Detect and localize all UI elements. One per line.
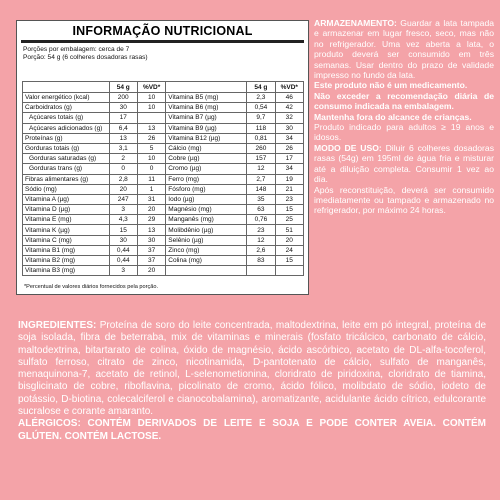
nutrient-dv: 5 [137,143,165,153]
nutrient-name: Açúcares adicionados (g) [23,123,110,133]
table-row [23,103,304,113]
nutrient-dv: 10 [137,103,165,113]
table-row [23,123,304,133]
nutrient-name: Vitamina B3 (mg) [23,266,110,276]
nutrient-amount: 3,1 [109,143,137,153]
table-row [23,143,304,153]
nutrient-name: Carboidratos (g) [23,103,110,113]
target-age: Produto indicado para adultos ≥ 19 anos e idosos. [314,122,494,143]
nutrient-dv: 30 [137,235,165,245]
nutrient-dv: 10 [137,93,165,103]
table-row [23,194,304,204]
nutrient-dv: 1 [137,184,165,194]
nutrient-amount-2: 23 [247,225,275,235]
nutrient-amount-2: 0,81 [247,133,275,143]
nutrient-name-2: Ferro (mg) [166,174,247,184]
nutrient-amount-2: 2,7 [247,174,275,184]
nutrient-amount: 247 [109,194,137,204]
usage-paragraph [314,143,494,185]
nutrient-name: Fibras alimentares (g) [23,174,110,184]
nutrient-name-2: Cálcio (mg) [166,143,247,153]
storage-text: Guardar a lata tampada e armazenar em lugar fresco, seco, mas não no refrigerador. Uma vez aberta a lata, o produto deverá ser consumido em três semanas. Usar dentro do prazo de validade impresso no fundo da lata. [314,18,494,81]
nutrient-name: Açúcares totais (g) [23,113,110,123]
table-row [23,245,304,255]
nutrient-name-2: Fósforo (mg) [166,184,247,194]
nutrient-dv: 29 [137,215,165,225]
nutrient-amount: 20 [109,184,137,194]
nutrient-dv-2: 51 [275,225,303,235]
nutrient-dv-2: 26 [275,143,303,153]
header-amount-2: 54 g [247,82,275,93]
storage-and-usage [314,18,494,216]
nutrient-amount: 2 [109,154,137,164]
nutrient-dv: 20 [137,205,165,215]
nutrient-amount: 0 [109,164,137,174]
nutrient-amount-2: 35 [247,194,275,204]
nutrient-amount: 6,4 [109,123,137,133]
serving-size: Porção: 54 g (6 colheres dosadoras rasas) [23,53,148,61]
table-row [23,256,304,266]
table-row [23,164,304,174]
table-row [23,225,304,235]
nutrient-amount: 13 [109,133,137,143]
nutrient-amount: 200 [109,93,137,103]
nutrient-dv: 26 [137,133,165,143]
nutrient-dv-2: 34 [275,133,303,143]
table-row [23,235,304,245]
nutrient-name: Vitamina C (mg) [23,235,110,245]
ingredients-section [18,320,486,443]
nutrient-amount: 2,8 [109,174,137,184]
nutrient-amount-2: 12 [247,235,275,245]
nutrient-amount: 17 [109,113,137,123]
nutrient-name-2: Vitamina B9 (µg) [166,123,247,133]
table-row [23,154,304,164]
table-row [23,205,304,215]
nutrient-amount-2: 148 [247,184,275,194]
nutrient-name-2: Vitamina B6 (mg) [166,103,247,113]
nutrient-name: Valor energético (kcal) [23,93,110,103]
allergens: ALÉRGICOS: CONTÉM DERIVADOS DE LEITE E SOJA E PODE CONTER AVEIA. CONTÉM GLÚTEN. CONTÉM LACTOSE. [18,418,486,442]
nutrient-name-2: Vitamina B7 (µg) [166,113,247,123]
nutrient-name-2: Vitamina B5 (mg) [166,93,247,103]
nutrient-dv-2: 24 [275,245,303,255]
storage-paragraph [314,18,494,80]
warning-children: Mantenha fora do alcance de crianças. [314,111,472,122]
header-dv-2: %VD* [275,82,303,93]
nutrient-name-2 [166,266,247,276]
ingredients-text: Proteína de soro do leite concentrada, maltodextrina, leite em pó integral, proteína de soja isolada, fibra de beterraba, mix de vitaminas e minerais (fosfato tricálcico, carbonato de cálcio, maltodextrina, bitartarato de colina, óxido de magnésio, ácido ascórbico, acetato de DL-alfa-tocoferol, sulfato ferroso, citrato de zinco, nicotinamida, D-pantotenato de cálcio, sulfato de manganês, menaquinona-7, acetato de retinol, L-selenometionina, cloridrato de piridoxina, cloridrato de tiamina, bisglicinato de cobre, riboflavina, picolinato de cromo, ácido fólico, molibdato de sódio, iodeto de potássio, D-biotina, colecalciferol e cianocobalamina), aromatizante, acidulante ácido cítrico, edulcorante sucralose e corante amaranto. [18,320,486,418]
table-row [23,133,304,143]
nutrient-dv: 10 [137,154,165,164]
nutrient-dv [137,113,165,123]
storage-label: ARMAZENAMENTO: [314,18,397,28]
nutrient-dv-2: 34 [275,164,303,174]
nutrient-name-2: Zinco (mg) [166,245,247,255]
nutrient-amount-2: 0,76 [247,215,275,225]
nutrient-dv-2: 46 [275,93,303,103]
nutrient-amount-2: 63 [247,205,275,215]
usage-label: MODO DE USO: [314,142,382,153]
ingredients-label: INGREDIENTES: [18,320,97,331]
nutrient-dv-2 [275,266,303,276]
table-row [23,184,304,194]
nutrient-name-2: Iodo (µg) [166,194,247,204]
table-row [23,113,304,123]
nutrient-name: Proteínas (g) [23,133,110,143]
table-row [23,174,304,184]
nutrient-dv: 31 [137,194,165,204]
nutrient-name: Vitamina E (mg) [23,215,110,225]
servings-info [23,46,302,61]
nutrient-dv-2: 30 [275,123,303,133]
nutrient-amount-2 [247,266,275,276]
servings-per-package: Porções por embalagem: cerca de 7 [23,46,130,53]
nutrient-dv: 11 [137,174,165,184]
nutrient-dv-2: 15 [275,205,303,215]
table-row [23,215,304,225]
nutrient-name: Vitamina B2 (mg) [23,256,110,266]
nutrient-amount-2: 260 [247,143,275,153]
footnote: *Percentual de valores diários fornecidos pela porção. [24,284,159,290]
nutrient-amount-2: 12 [247,164,275,174]
nutrient-amount: 4,3 [109,215,137,225]
nutrient-name: Gorduras trans (g) [23,164,110,174]
nutrient-amount-2: 2,6 [247,245,275,255]
nutrient-name-2: Molibdênio (µg) [166,225,247,235]
nutrient-dv-2: 20 [275,235,303,245]
warning-daily-limit: Não exceder a recomendação diária de consumo indicada na embalagem. [314,90,494,112]
nutrient-amount-2: 157 [247,154,275,164]
nutrient-dv: 20 [137,266,165,276]
nutrient-amount: 0,44 [109,256,137,266]
nutrient-name: Vitamina B1 (mg) [23,245,110,255]
nutrient-name-2: Cobre (µg) [166,154,247,164]
header-amount: 54 g [109,82,137,93]
nutrient-amount: 3 [109,266,137,276]
nutrient-amount-2: 83 [247,256,275,266]
nutrient-dv: 13 [137,225,165,235]
after-reconstitution: Após reconstituição, deverá ser consumido imediatamente ou tampado e armazenado no refrigerador, por máximo 24 horas. [314,184,494,216]
nutrient-name-2: Magnésio (mg) [166,205,247,215]
nutrient-amount-2: 118 [247,123,275,133]
nutrient-dv-2: 25 [275,215,303,225]
nutrient-name-2: Cromo (µg) [166,164,247,174]
nutrient-dv-2: 32 [275,113,303,123]
nutrient-dv: 13 [137,123,165,133]
nutrient-amount-2: 0,54 [247,103,275,113]
usage-text: Diluir 6 colheres dosadoras rasas (54g) em 195ml de água fria e misturar até a diluição completa. Consumir 1 vez ao dia. [314,142,494,185]
nutrient-dv-2: 15 [275,256,303,266]
nutrient-dv-2: 17 [275,154,303,164]
nutrient-dv-2: 23 [275,194,303,204]
nutrient-name-2: Colina (mg) [166,256,247,266]
table-header-row [23,82,304,93]
nutrient-amount: 0,44 [109,245,137,255]
warning-not-medicine: Este produto não é um medicamento. [314,80,468,91]
nutrient-amount: 15 [109,225,137,235]
nutrient-name-2: Vitamina B12 (µg) [166,133,247,143]
ingredients-paragraph [18,320,486,418]
table-row [23,266,304,276]
nutrient-name: Vitamina K (µg) [23,225,110,235]
nutrient-amount: 3 [109,205,137,215]
nutrient-amount-2: 9,7 [247,113,275,123]
nutrient-dv: 0 [137,164,165,174]
nutrient-dv: 37 [137,256,165,266]
nutrition-title: INFORMAÇÃO NUTRICIONAL [21,24,304,43]
nutrient-name: Vitamina D (µg) [23,205,110,215]
nutrient-name-2: Selênio (µg) [166,235,247,245]
nutrient-name: Sódio (mg) [23,184,110,194]
nutrient-name: Vitamina A (µg) [23,194,110,204]
nutrient-name: Gorduras saturadas (g) [23,154,110,164]
nutrition-table [22,81,304,276]
nutrient-amount: 30 [109,103,137,113]
nutrition-facts-panel [16,20,309,295]
nutrient-dv-2: 42 [275,103,303,113]
nutrient-name-2: Manganês (mg) [166,215,247,225]
nutrient-dv-2: 21 [275,184,303,194]
nutrient-dv: 37 [137,245,165,255]
nutrient-amount-2: 2,3 [247,93,275,103]
nutrient-dv-2: 19 [275,174,303,184]
table-row [23,93,304,103]
nutrient-name: Gorduras totais (g) [23,143,110,153]
nutrient-amount: 30 [109,235,137,245]
header-dv: %VD* [137,82,165,93]
